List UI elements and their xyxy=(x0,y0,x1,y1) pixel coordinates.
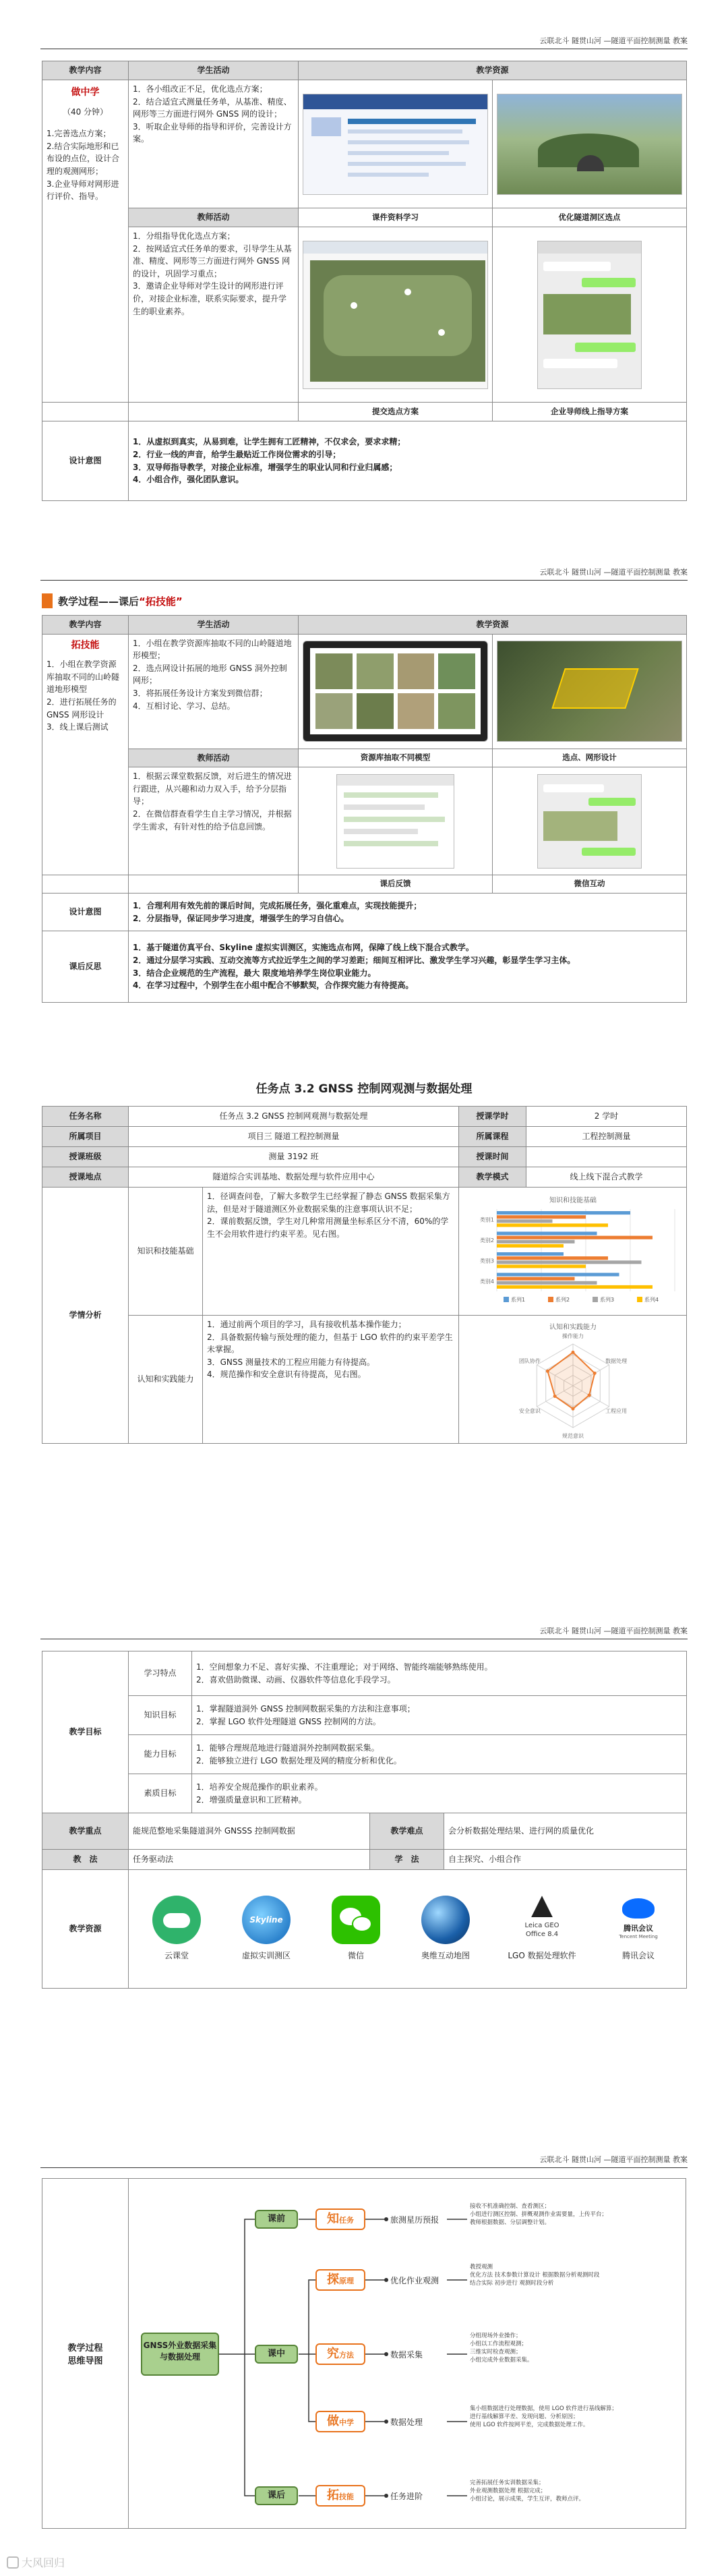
info-key: 授课地点 xyxy=(42,1167,129,1188)
resource-item xyxy=(498,1896,586,1962)
info-key: 所属项目 xyxy=(42,1127,129,1147)
bar xyxy=(497,1243,564,1247)
mindmap-label: 教学过程 xyxy=(67,2343,103,2353)
ability-item: 4．规范操作和安全意识有待提高，见右图。 xyxy=(207,1370,366,1380)
bar xyxy=(497,1285,653,1288)
model-library-screenshot xyxy=(303,641,488,742)
student-item: 2．选点网设计拓展的地形 GNSS 洞外控制网形； xyxy=(133,663,287,686)
student-item: 4．互相讨论、学习、总结。 xyxy=(133,701,235,711)
radar-point xyxy=(587,1393,590,1397)
legend-label: 系列3 xyxy=(599,1296,614,1303)
section-title xyxy=(42,593,183,608)
info-key: 授课班级 xyxy=(42,1147,129,1167)
method-label: 教 法 xyxy=(42,1850,129,1870)
teacher-item: 1．分组指导优化选点方案； xyxy=(133,231,235,241)
chart-title: 知识和技能基础 xyxy=(549,1196,597,1204)
resource-name: 云课堂 xyxy=(164,1951,189,1961)
goals-table xyxy=(42,1651,687,1989)
teacher-item: 2．在微信群查看学生自主学习情况，并根据学生需求，有针对性的给予信息回馈。 xyxy=(133,809,292,831)
reflect-item: 4．在学习过程中，个别学生在小组中配合不够默契，合作探究能力有待提高。 xyxy=(133,980,414,991)
teacher-item: 1．根据云课堂数据反馈，对后进生的情况进行跟进，从兴趣和动力双入手，给予分层指导； xyxy=(133,771,292,807)
student-item: 1．小组在教学资源库抽取不同的山岭隧道地形模型； xyxy=(133,638,292,661)
reflect-item: 3．结合企业规范的生产流程，最大 限度地培养学生岗位职业能力。 xyxy=(133,968,376,978)
bar xyxy=(497,1215,586,1219)
ability-goal-label: 能力目标 xyxy=(129,1735,192,1774)
watermark-icon xyxy=(7,2556,19,2569)
resource-name: LGO 数据处理软件 xyxy=(508,1951,576,1961)
radar-point xyxy=(571,1407,574,1410)
quality-item: 1．培养安全规范操作的职业素养。 xyxy=(196,1782,323,1792)
bar xyxy=(497,1211,630,1214)
base-item: 2．课前数据反馈，学生对几种常用测量坐标系区分不清，60%的学生不会用软件进行约束平差。见右图。 xyxy=(207,1217,449,1239)
category-label: 类别2 xyxy=(479,1237,494,1243)
leaf-process: 数据处理 xyxy=(390,2418,423,2427)
intent-item: 4．小组合作，强化团队意识。 xyxy=(133,475,244,485)
legend-label: 系列2 xyxy=(555,1296,570,1303)
radar-point xyxy=(593,1371,596,1374)
caption: 企业导师线上指导方案 xyxy=(493,403,687,421)
resource-item xyxy=(319,1896,393,1962)
chart-title: 认知和实践能力 xyxy=(549,1323,597,1331)
submit-plan-screenshot xyxy=(303,241,488,389)
legend-swatch xyxy=(637,1297,642,1302)
detail-text: 接收不机准确控制、查看测区； 小组进行测区控制、拼概观测作业需要量，上传平台； 教师根据数据、分层调整计划。 xyxy=(470,2203,608,2226)
radar-axis-label: 规范意识 xyxy=(562,1432,584,1439)
resource-name: 微信 xyxy=(347,1951,364,1961)
col-teacher: 教师活动 xyxy=(129,749,299,767)
page-4 xyxy=(0,1605,728,2104)
info-key: 教学模式 xyxy=(459,1167,526,1188)
legend-swatch xyxy=(504,1297,509,1302)
resource-name: 腾讯会议 xyxy=(621,1951,655,1961)
category-label: 类别1 xyxy=(479,1216,494,1223)
page-3 xyxy=(0,1025,728,1605)
analysis-label: 学情分析 xyxy=(42,1188,129,1444)
ovi-map-icon xyxy=(421,1896,470,1944)
col-content: 教学内容 xyxy=(42,61,129,80)
know-label: 知识目标 xyxy=(129,1696,192,1735)
base-item: 1．径调查问卷，了解大多数学生已经掌握了静态 GNSS 数据采集方法，但是对于隧道测区外业数据采集的注意事项认识不足； xyxy=(207,1192,450,1214)
radar-axis-label: 安全意识 xyxy=(518,1407,541,1414)
base-label: 知识和技能基础 xyxy=(129,1188,203,1316)
leica-lgo-icon: Leica GEO Office 8.4 xyxy=(518,1896,566,1944)
cloud-class-icon xyxy=(152,1896,201,1944)
section-title-highlight: “拓技能” xyxy=(139,595,183,608)
resource-name: 虚拟实训测区 xyxy=(241,1951,291,1961)
ability-item: 2．具备数据传输与预处理的能力，但基于 LGO 软件的约束平差学生未掌握。 xyxy=(207,1332,453,1355)
page-header: 云联北斗 隧贯山河 —隧道平面控制测量 教案 xyxy=(539,1627,688,1635)
bar xyxy=(497,1223,608,1227)
study-text: 自主探究、小组合作 xyxy=(444,1850,687,1870)
student-item: 2．结合适宜式测量任务单，从基准、精度、网形等三方面进行网外 GNSS 网的设计； xyxy=(133,96,292,119)
tag-learn-by-doing: 做中学 xyxy=(315,2411,365,2432)
key-text: 能规范整地采集隧道洞外 GNSSS 控制网数据 xyxy=(129,1813,370,1850)
radar-point xyxy=(571,1350,574,1353)
radar-axis-label: 团队协作 xyxy=(518,1357,541,1364)
legend-label: 系列4 xyxy=(644,1296,659,1303)
watermark: 大风回归 xyxy=(7,2554,65,2570)
caption: 微信互动 xyxy=(493,875,687,894)
bar xyxy=(497,1239,575,1243)
leaf-advance: 任务进阶 xyxy=(390,2492,423,2501)
bar xyxy=(497,1252,564,1256)
bar xyxy=(497,1272,619,1276)
page-2 xyxy=(0,513,728,1025)
content-item: 3．线上课后测试 xyxy=(47,722,109,732)
teacher-item: 3．邀请企业导师对学生设计的网形进行评价，对接企业标准，联系实际要求，提升学生的职业素养。 xyxy=(133,281,287,316)
tunnel-site-screenshot xyxy=(497,94,682,195)
info-key: 任务名称 xyxy=(42,1107,129,1127)
tag-expand-skill: 拓技能 xyxy=(315,2485,365,2507)
courseware-screenshot xyxy=(303,94,488,195)
intent-item: 1．合理利用有效先前的课后时间，完成拓展任务，强化重难点，实现技能提升； xyxy=(133,900,422,910)
quality-label: 素质目标 xyxy=(129,1774,192,1813)
resource-label: 教学资源 xyxy=(42,1870,129,1989)
goal-label: 教学目标 xyxy=(42,1651,129,1813)
content-item: 2．进行拓展任务的 GNSS 网形设计 xyxy=(47,697,117,720)
info-value: 2 学时 xyxy=(526,1107,687,1127)
col-resource: 教学资源 xyxy=(299,61,687,80)
category-label: 类别4 xyxy=(479,1278,494,1285)
task-title: 任务点 3.2 GNSS 控制网观测与数据处理 xyxy=(255,1082,473,1096)
diff-text: 会分析数据处理结果、进行网的质量优化 xyxy=(444,1813,687,1850)
feedback-screenshot xyxy=(336,774,454,869)
network-design-screenshot xyxy=(497,641,682,742)
page-1 xyxy=(0,0,728,513)
legend-swatch xyxy=(593,1297,598,1302)
resource-name: 奥维互动地图 xyxy=(421,1951,470,1961)
leaf-optimize: 优化作业观测 xyxy=(390,2276,439,2285)
page-header: 云联北斗 隧贯山河 —隧道平面控制测量 教案 xyxy=(539,568,688,577)
bar xyxy=(497,1264,586,1268)
content-item: 2.结合实际地形和已布设的点位，设计合理的观测网形； xyxy=(47,141,120,177)
caption: 选点、网形设计 xyxy=(493,749,687,767)
student-item: 1．各小组改正不足，优化选点方案； xyxy=(133,84,268,94)
reflect-label: 课后反思 xyxy=(42,931,129,1003)
trait-item: 1．空间想象力不足、喜好实操、不注重理论；对于网络、智能终端能够熟练使用。 xyxy=(196,1662,493,1672)
info-value: 工程控制测量 xyxy=(526,1127,687,1147)
info-value: 线上线下混合式教学 xyxy=(526,1167,687,1188)
content-item: 1.完善选点方案； xyxy=(47,129,111,139)
ability-item: 3．GNSS 测量技术的工程应用能力有待提高。 xyxy=(207,1357,375,1367)
intent-label: 设计意图 xyxy=(42,894,129,931)
stage-name: 做中学 xyxy=(71,87,100,98)
wechat-icon xyxy=(332,1896,380,1944)
caption: 课件资料学习 xyxy=(299,208,493,227)
ability-goal-item: 1．能够合理规范地进行隧道洞外控制网数据采集。 xyxy=(196,1743,380,1753)
trait-label: 学习特点 xyxy=(129,1651,192,1696)
col-student: 学生活动 xyxy=(129,616,299,635)
bar xyxy=(497,1277,575,1280)
legend-swatch xyxy=(548,1297,553,1302)
col-content: 教学内容 xyxy=(42,616,129,635)
radar-axis-label: 数据处理 xyxy=(605,1357,627,1364)
bar xyxy=(497,1219,553,1223)
page-header: 云联北斗 隧贯山河 —隧道平面控制测量 教案 xyxy=(539,36,688,45)
info-value: 项目三 隧道工程控制测量 xyxy=(129,1127,459,1147)
intent-item: 3．双导师指导教学，对接企业标准，增强学生的职业认同和行业归属感； xyxy=(133,462,398,472)
radar-axis-label: 工程应用 xyxy=(605,1407,627,1414)
know-item: 1．掌握隧道洞外 GNSS 控制网数据采集的方法和注意事项； xyxy=(196,1703,415,1714)
bar xyxy=(497,1231,597,1235)
caption: 提交选点方案 xyxy=(299,403,493,421)
info-key: 所属课程 xyxy=(459,1127,526,1147)
mentor-chat-screenshot xyxy=(537,241,642,389)
know-item: 2．掌握 LGO 软件处理隧道 GNSS 控制网的方法。 xyxy=(196,1716,381,1726)
knowledge-bar-chart xyxy=(463,1192,683,1312)
stage-in-class: 课中 xyxy=(255,2345,298,2364)
resource-item xyxy=(229,1896,303,1962)
leaf-ephemeris: 旅测星历预报 xyxy=(390,2215,439,2225)
caption: 课后反馈 xyxy=(299,875,493,894)
intent-label: 设计意图 xyxy=(42,421,129,501)
stage-name: 拓技能 xyxy=(71,639,100,651)
info-value: 测量 3192 班 xyxy=(129,1147,459,1167)
reflect-item: 1．基于隧道仿真平台、Skyline 虚拟实训测区，实施选点布网，保障了线上线下混合式教学。 xyxy=(133,943,474,953)
resource-item xyxy=(601,1896,675,1962)
detail-text: 完善拓展任务实训数据采集； 外业观测数据处理 根据完成； 小组讨论，展示成果，学生互评，教师点评。 xyxy=(470,2480,585,2502)
info-key: 授课时间 xyxy=(459,1147,526,1167)
detail-text: 集小组数据进行处理数据，使用 LGO 软件进行基线解算； 进行基线解算平差、发现问题、分析原因； 使用 LGO 软件按网平差，完成数据处理工作。 xyxy=(470,2405,617,2428)
method-text: 任务驱动法 xyxy=(129,1850,370,1870)
ability-radar-chart xyxy=(463,1320,683,1440)
col-student: 学生活动 xyxy=(129,61,299,80)
student-item: 3．听取企业导师的指导和评价，完善设计方案。 xyxy=(133,121,292,144)
page-header: 云联北斗 隧贯山河 —隧道平面控制测量 教案 xyxy=(539,2155,688,2164)
mindmap-root: GNSS外业数据采集 与数据处理 xyxy=(141,2333,219,2376)
category-label: 类别3 xyxy=(479,1257,494,1264)
bar xyxy=(497,1256,608,1260)
ability-label: 认知和实践能力 xyxy=(129,1316,203,1444)
tencent-meeting-icon: 腾讯会议 Tencent Meeting xyxy=(614,1896,663,1944)
radar-point xyxy=(545,1369,549,1372)
tag-explore-principle: 探原理 xyxy=(315,2269,365,2291)
col-teacher: 教师活动 xyxy=(129,208,299,227)
wechat-screenshot xyxy=(537,774,642,869)
tag-study-method: 究方法 xyxy=(315,2343,365,2365)
intent-item: 1．从虚拟到真实，从易到难，让学生拥有工匠精神，不仅求会，要求求精； xyxy=(133,437,406,447)
content-item: 1．小组在教学资源库抽取不同的山岭隧道地形模型 xyxy=(47,660,120,695)
col-resource: 教学资源 xyxy=(299,616,687,635)
bar xyxy=(497,1235,653,1239)
leaf-collect: 数据采集 xyxy=(390,2350,423,2360)
mindmap-label-cell: 教学过程 思维导图 xyxy=(42,2179,129,2528)
bar xyxy=(497,1260,642,1264)
info-key: 授课学时 xyxy=(459,1107,526,1127)
detail-text: 教授观测 优化方法 技术参数计算设计 根据数据分析观测时段 结合实际 初步进行 观测时段分析 xyxy=(470,2264,600,2287)
intent-item: 2．行业一线的声音，给学生最贴近工作岗位需求的引导； xyxy=(133,449,341,459)
quality-item: 2．增强质量意识和工匠精神。 xyxy=(196,1794,307,1805)
page-5 xyxy=(0,2104,728,2576)
task-info-table xyxy=(42,1106,687,1444)
legend-label: 系列1 xyxy=(510,1296,525,1303)
ability-item: 1．通过前两个项目的学习，具有接收机基本操作能力； xyxy=(207,1320,406,1329)
stage-after-class: 课后 xyxy=(255,2486,298,2505)
caption: 优化隧道洞区选点 xyxy=(493,208,687,227)
resource-item xyxy=(408,1896,483,1962)
section-title-prefix: 教学过程——课后 xyxy=(58,595,140,608)
info-value: 任务点 3.2 GNSS 控制网观测与数据处理 xyxy=(129,1107,459,1127)
radar-point xyxy=(553,1395,556,1398)
content-item: 3.企业导师对网形进行评价、指导。 xyxy=(47,179,119,202)
radar-axis-label: 操作能力 xyxy=(562,1333,584,1339)
student-item: 3．将拓展任务设计方案发到微信群； xyxy=(133,688,268,698)
intent-item: 2．分层指导，保证同步学习进度，增强学生的学习自信心。 xyxy=(133,913,349,923)
trait-item: 2．喜欢借助微课、动画、仪器软件等信息化手段学习。 xyxy=(196,1674,396,1685)
bar xyxy=(497,1281,597,1284)
reflect-item: 2．通过分层学习实践、互动交流等方式拉近学生之间的学习差距；细间互相评比、激发学生学习兴趣，彰显学生学习主体。 xyxy=(133,955,576,965)
stage-time: （40 分钟） xyxy=(62,107,109,117)
stage-before-class: 课前 xyxy=(255,2210,298,2229)
resource-item xyxy=(140,1896,214,1962)
resource-list xyxy=(140,1896,675,1962)
teacher-item: 2．按网适宜式任务单的要求，引导学生从基准、精度、网形等三方面进行网外 GNSS 网的设计，巩固学习重点； xyxy=(133,243,292,279)
study-label: 学 法 xyxy=(370,1850,444,1870)
skyline-icon: Skyline xyxy=(242,1896,291,1944)
teaching-table-p1 xyxy=(42,61,687,501)
teaching-table-p2 xyxy=(42,615,687,1003)
key-label: 教学重点 xyxy=(42,1813,129,1850)
mindmap-frame xyxy=(42,2178,686,2529)
ability-goal-item: 2．能够独立进行 LGO 数据处理及网的精度分析和优化。 xyxy=(196,1755,402,1765)
diff-label: 教学难点 xyxy=(370,1813,444,1850)
info-value xyxy=(526,1147,687,1167)
caption: 资源库抽取不同模型 xyxy=(299,749,493,767)
tag-know-task: 知任务 xyxy=(315,2208,365,2230)
detail-text: 分组现场外业操作； 小组以工作流程观测； 三维实时检查观测； 小组完成外业数据采集。 xyxy=(470,2333,533,2364)
info-value: 隧道综合实训基地、数据处理与软件应用中心 xyxy=(129,1167,459,1188)
radar-series xyxy=(547,1352,595,1409)
